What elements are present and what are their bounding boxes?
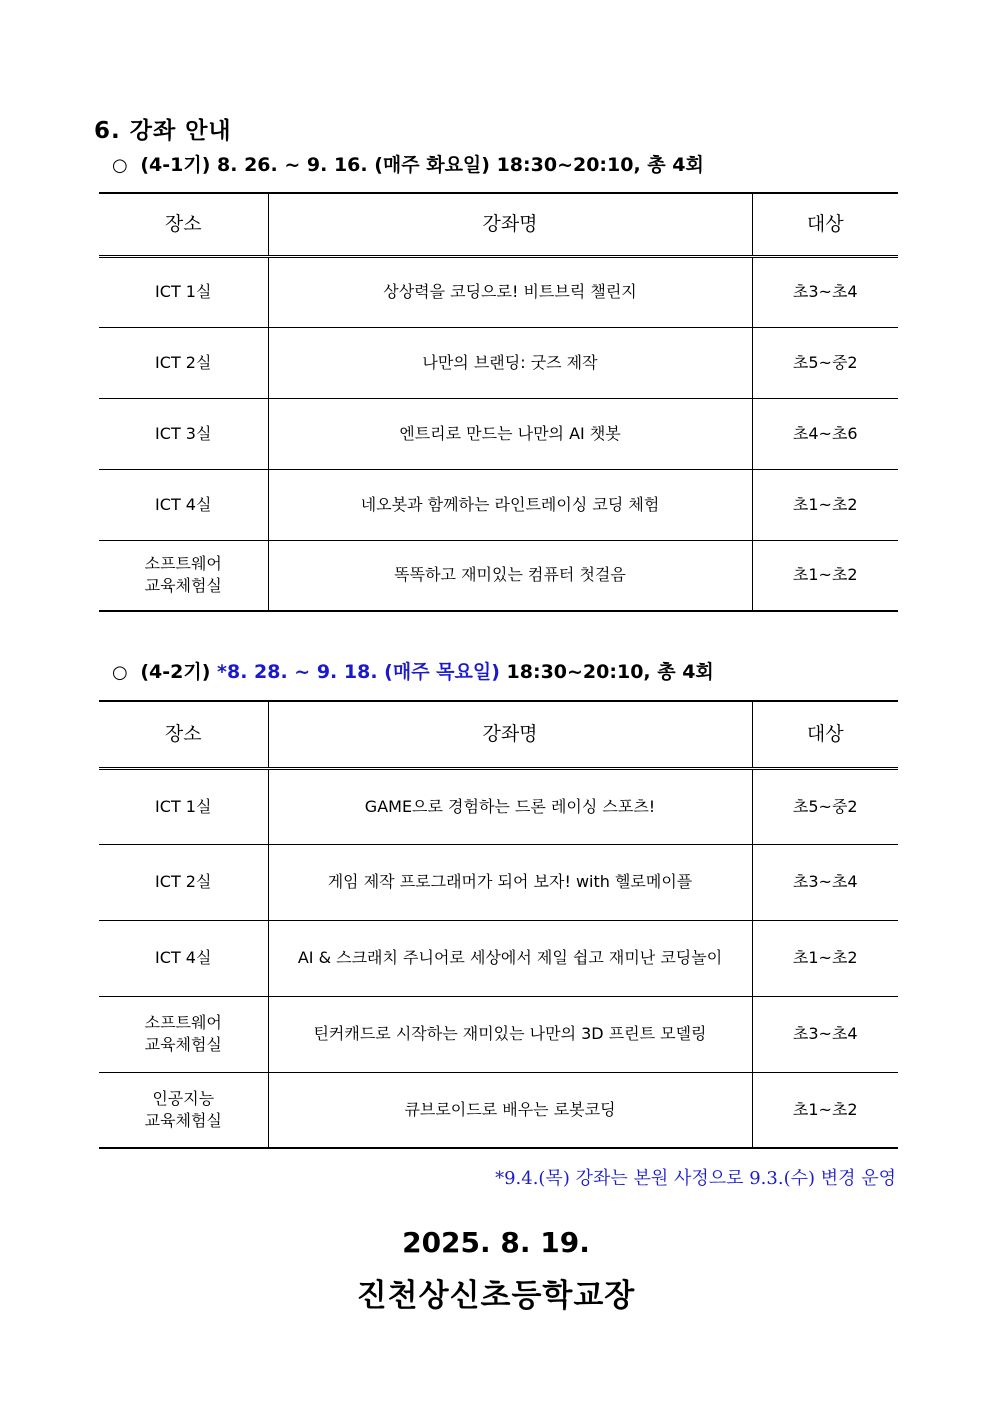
term-1-label: (4-1기) (140, 154, 211, 176)
term-2-label: (4-2기) (140, 661, 211, 683)
target-cell: 초3~초4 (752, 256, 898, 327)
table-header-row (99, 701, 898, 768)
target-cell: 초1~초2 (752, 469, 898, 540)
column-header-place: 장소 (99, 193, 268, 256)
course-cell: 네오봇과 함께하는 라인트레이싱 코딩 체험 (268, 469, 752, 540)
table-header-row (99, 193, 898, 256)
table-row (99, 398, 898, 469)
course-cell: 엔트리로 만드는 나만의 AI 챗봇 (268, 398, 752, 469)
course-cell: GAME으로 경험하는 드론 레이싱 스포츠! (268, 768, 752, 844)
term-2-dates-highlight: *8. 28. ~ 9. 18. (매주 목요일) (217, 661, 500, 683)
column-header-place: 장소 (99, 701, 268, 768)
course-cell: AI & 스크래치 주니어로 세상에서 제일 쉽고 재미난 코딩놀이 (268, 920, 752, 996)
place-cell: 소프트웨어 교육체험실 (144, 554, 222, 596)
place-cell: ICT 4실 (155, 494, 212, 514)
target-cell: 초1~초2 (752, 1072, 898, 1148)
table-row (99, 540, 898, 611)
term-1-dates: 8. 26. ~ 9. 16. (매주 화요일) 18:30~20:10, 총 4회 (217, 154, 704, 176)
place-cell: ICT 4실 (155, 948, 212, 967)
term-2-time: 18:30~20:10, 총 4회 (506, 661, 714, 683)
target-cell: 초5~중2 (752, 768, 898, 844)
term-1-course-table (99, 192, 898, 612)
target-cell: 초3~초4 (752, 996, 898, 1072)
course-cell: 똑똑하고 재미있는 컴퓨터 첫걸음 (268, 540, 752, 611)
table-row (99, 1072, 898, 1148)
target-cell: 초4~초6 (752, 398, 898, 469)
schedule-change-notice: *9.4.(목) 강좌는 본원 사정으로 9.3.(수) 변경 운영 (495, 1168, 896, 1189)
table-row (99, 996, 898, 1072)
table-row (99, 256, 898, 327)
place-cell: 소프트웨어 교육체험실 (144, 1013, 222, 1054)
column-header-course: 강좌명 (268, 193, 752, 256)
term-2-course-table (99, 700, 898, 1149)
circle-bullet-icon: ○ (112, 155, 128, 176)
target-cell: 초3~초4 (752, 844, 898, 920)
place-cell: ICT 2실 (155, 872, 212, 891)
course-cell: 상상력을 코딩으로! 비트브릭 챌린지 (268, 256, 752, 327)
issue-date: 2025. 8. 19. (402, 1226, 590, 1259)
place-cell: ICT 1실 (155, 282, 212, 301)
column-header-course: 강좌명 (268, 701, 752, 768)
table-row (99, 768, 898, 844)
course-cell: 틴커캐드로 시작하는 재미있는 나만의 3D 프린트 모델링 (268, 996, 752, 1072)
circle-bullet-icon: ○ (112, 662, 128, 683)
table-row (99, 844, 898, 920)
target-cell: 초1~초2 (752, 920, 898, 996)
issuer-name: 진천상신초등학교장 (356, 1278, 636, 1314)
term-1-schedule (112, 150, 704, 177)
course-cell: 나만의 브랜딩: 굿즈 제작 (268, 327, 752, 398)
course-cell: 게임 제작 프로그래머가 되어 보자! with 헬로메이플 (268, 844, 752, 920)
course-cell: 큐브로이드로 배우는 로봇코딩 (268, 1072, 752, 1148)
place-cell: ICT 1실 (155, 796, 212, 816)
target-cell: 초5~중2 (752, 327, 898, 398)
table-row (99, 920, 898, 996)
place-cell: 인공지능 교육체험실 (144, 1088, 222, 1130)
place-cell: ICT 2실 (155, 352, 212, 372)
place-cell: ICT 3실 (155, 423, 212, 443)
target-cell: 초1~초2 (752, 540, 898, 611)
section-title: 6. 강좌 안내 (94, 118, 232, 144)
table-row (99, 327, 898, 398)
table-row (99, 469, 898, 540)
column-header-target: 대상 (752, 193, 898, 256)
term-2-schedule (112, 657, 714, 684)
column-header-target: 대상 (752, 701, 898, 768)
